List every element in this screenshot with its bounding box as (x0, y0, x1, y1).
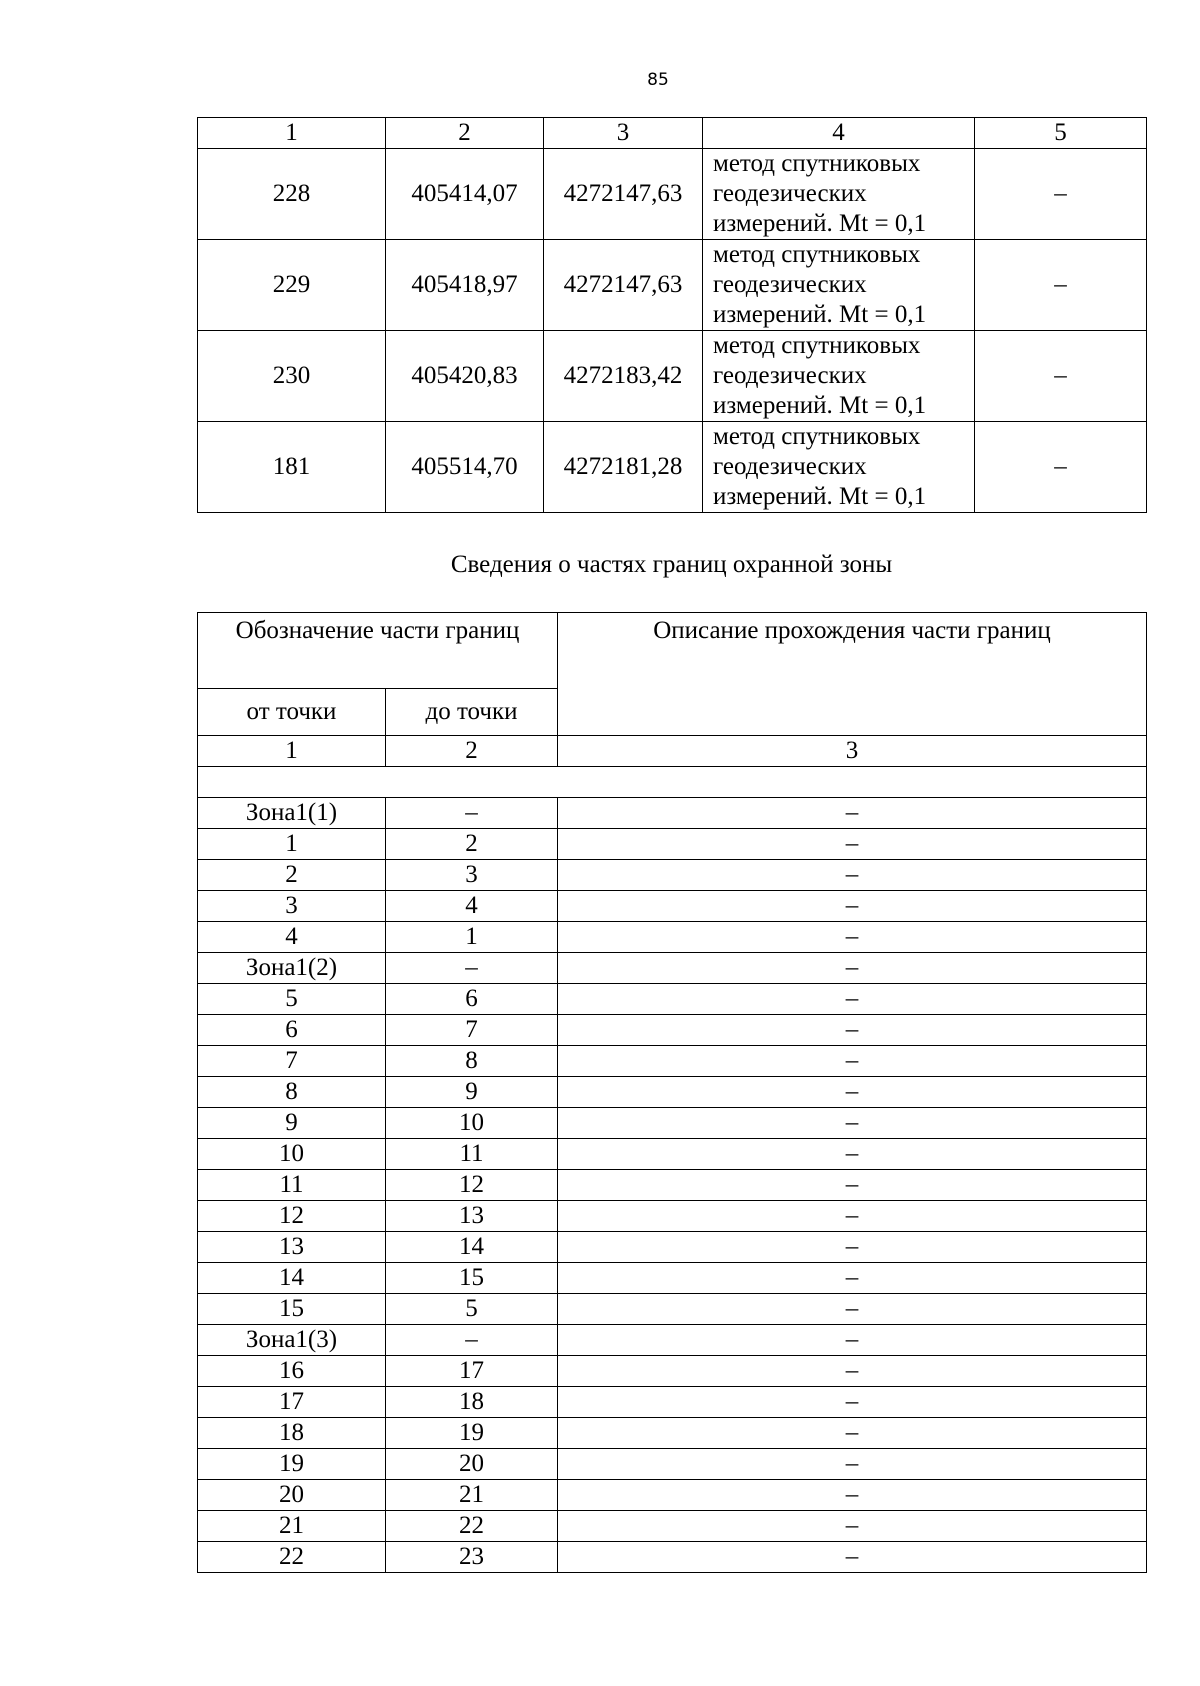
boundary-parts-table (197, 612, 1147, 1573)
to-point: – (386, 1325, 558, 1356)
method-cell (703, 422, 975, 513)
table-row (198, 798, 1147, 829)
table-row (198, 1387, 1147, 1418)
description: – (558, 1232, 1147, 1263)
description: – (558, 953, 1147, 984)
from-point: 22 (198, 1542, 386, 1573)
to-point: – (386, 798, 558, 829)
from-point: Зона1(2) (198, 953, 386, 984)
from-point: 10 (198, 1139, 386, 1170)
from-point: 1 (198, 829, 386, 860)
to-point: 15 (386, 1263, 558, 1294)
to-point: 8 (386, 1046, 558, 1077)
table-row (198, 1263, 1147, 1294)
description: – (558, 1325, 1147, 1356)
point-number: 181 (198, 422, 386, 513)
description: – (558, 829, 1147, 860)
y-coordinate: 4272147,63 (544, 149, 703, 240)
from-point: 5 (198, 984, 386, 1015)
method-line: измерений. Mt = 0,1 (713, 392, 927, 419)
y-coordinate: 4272181,28 (544, 422, 703, 513)
description: – (558, 1449, 1147, 1480)
from-point: 12 (198, 1201, 386, 1232)
column-number: 3 (558, 736, 1147, 767)
x-coordinate: 405420,83 (386, 331, 544, 422)
description: – (558, 1108, 1147, 1139)
coordinates-table (197, 117, 1147, 513)
description: – (558, 922, 1147, 953)
table-row (198, 1294, 1147, 1325)
table-row (198, 1449, 1147, 1480)
description: – (558, 1263, 1147, 1294)
y-coordinate: 4272183,42 (544, 331, 703, 422)
description: – (558, 1418, 1147, 1449)
to-point-header: до точки (386, 689, 558, 736)
description: – (558, 1511, 1147, 1542)
table-row (198, 331, 1147, 422)
x-coordinate: 405414,07 (386, 149, 544, 240)
description: – (558, 1015, 1147, 1046)
description: – (558, 1294, 1147, 1325)
to-point: 4 (386, 891, 558, 922)
to-point: 18 (386, 1387, 558, 1418)
table-row (198, 1418, 1147, 1449)
page-number: 85 (647, 70, 669, 90)
table-row (198, 1356, 1147, 1387)
description: – (558, 1480, 1147, 1511)
description: – (558, 860, 1147, 891)
from-point-header: от точки (198, 689, 386, 736)
point-number: 228 (198, 149, 386, 240)
point-number: 229 (198, 240, 386, 331)
description-header: Описание прохождения части границ (558, 613, 1147, 736)
method-line: измерений. Mt = 0,1 (713, 301, 927, 328)
column-number-row (198, 118, 1147, 149)
point-number: 230 (198, 331, 386, 422)
from-point: 9 (198, 1108, 386, 1139)
from-point: 21 (198, 1511, 386, 1542)
description: – (558, 1387, 1147, 1418)
to-point: 17 (386, 1356, 558, 1387)
method-cell (703, 240, 975, 331)
method-line: геодезических (713, 453, 867, 480)
x-coordinate: 405418,97 (386, 240, 544, 331)
column-number: 5 (975, 118, 1147, 149)
to-point: 2 (386, 829, 558, 860)
column-number: 1 (198, 736, 386, 767)
table-row (198, 240, 1147, 331)
to-point: 21 (386, 1480, 558, 1511)
description: – (558, 1201, 1147, 1232)
description: – (558, 984, 1147, 1015)
extra-cell: – (975, 240, 1147, 331)
table-row (198, 1077, 1147, 1108)
table-row (198, 1201, 1147, 1232)
from-point: 3 (198, 891, 386, 922)
extra-cell: – (975, 422, 1147, 513)
section-title: Сведения о частях границ охранной зоны (450, 551, 893, 578)
extra-cell: – (975, 331, 1147, 422)
column-number-row (198, 736, 1147, 767)
from-point: 6 (198, 1015, 386, 1046)
description: – (558, 1077, 1147, 1108)
method-line: геодезических (713, 271, 867, 298)
description: – (558, 1542, 1147, 1573)
to-point: 3 (386, 860, 558, 891)
to-point: – (386, 953, 558, 984)
from-point: 4 (198, 922, 386, 953)
from-point: 20 (198, 1480, 386, 1511)
table-row (198, 922, 1147, 953)
blank-cell (198, 767, 1147, 798)
method-line: геодезических (713, 180, 867, 207)
table-row (198, 829, 1147, 860)
to-point: 9 (386, 1077, 558, 1108)
to-point: 13 (386, 1201, 558, 1232)
table-row (198, 1108, 1147, 1139)
from-point: 16 (198, 1356, 386, 1387)
to-point: 11 (386, 1139, 558, 1170)
column-number: 3 (544, 118, 703, 149)
method-line: измерений. Mt = 0,1 (713, 483, 927, 510)
to-point: 22 (386, 1511, 558, 1542)
from-point: 8 (198, 1077, 386, 1108)
from-point: 19 (198, 1449, 386, 1480)
table-row (198, 1015, 1147, 1046)
from-point: 11 (198, 1170, 386, 1201)
table-row (198, 984, 1147, 1015)
from-point: 17 (198, 1387, 386, 1418)
from-point: 14 (198, 1263, 386, 1294)
from-point: 13 (198, 1232, 386, 1263)
to-point: 19 (386, 1418, 558, 1449)
table-row (198, 149, 1147, 240)
method-line: метод спутниковых (713, 241, 921, 268)
table-row (198, 860, 1147, 891)
to-point: 12 (386, 1170, 558, 1201)
table-row (198, 1046, 1147, 1077)
to-point: 6 (386, 984, 558, 1015)
from-point: 15 (198, 1294, 386, 1325)
table-row (198, 1232, 1147, 1263)
extra-cell: – (975, 149, 1147, 240)
to-point: 7 (386, 1015, 558, 1046)
description: – (558, 1170, 1147, 1201)
from-point: 7 (198, 1046, 386, 1077)
method-line: измерений. Mt = 0,1 (713, 210, 927, 237)
table-row (198, 953, 1147, 984)
table-row (198, 1325, 1147, 1356)
method-line: метод спутниковых (713, 423, 921, 450)
description: – (558, 798, 1147, 829)
designation-header: Обозначение части границ (198, 613, 558, 689)
description: – (558, 891, 1147, 922)
table-row (198, 422, 1147, 513)
from-point: Зона1(3) (198, 1325, 386, 1356)
method-line: метод спутниковых (713, 332, 921, 359)
column-number: 2 (386, 118, 544, 149)
table-row (198, 1542, 1147, 1573)
to-point: 20 (386, 1449, 558, 1480)
method-cell (703, 149, 975, 240)
to-point: 5 (386, 1294, 558, 1325)
table-row (198, 1170, 1147, 1201)
blank-row (198, 767, 1147, 798)
from-point: 2 (198, 860, 386, 891)
from-point: 18 (198, 1418, 386, 1449)
table-row (198, 1511, 1147, 1542)
x-coordinate: 405514,70 (386, 422, 544, 513)
table-row (198, 891, 1147, 922)
description: – (558, 1356, 1147, 1387)
to-point: 23 (386, 1542, 558, 1573)
table-row (198, 1480, 1147, 1511)
from-point: Зона1(1) (198, 798, 386, 829)
method-line: метод спутниковых (713, 150, 921, 177)
method-line: геодезических (713, 362, 867, 389)
method-cell (703, 331, 975, 422)
column-number: 1 (198, 118, 386, 149)
header-row (198, 613, 1147, 689)
to-point: 1 (386, 922, 558, 953)
y-coordinate: 4272147,63 (544, 240, 703, 331)
description: – (558, 1046, 1147, 1077)
table-row (198, 1139, 1147, 1170)
column-number: 2 (386, 736, 558, 767)
column-number: 4 (703, 118, 975, 149)
to-point: 10 (386, 1108, 558, 1139)
description: – (558, 1139, 1147, 1170)
to-point: 14 (386, 1232, 558, 1263)
